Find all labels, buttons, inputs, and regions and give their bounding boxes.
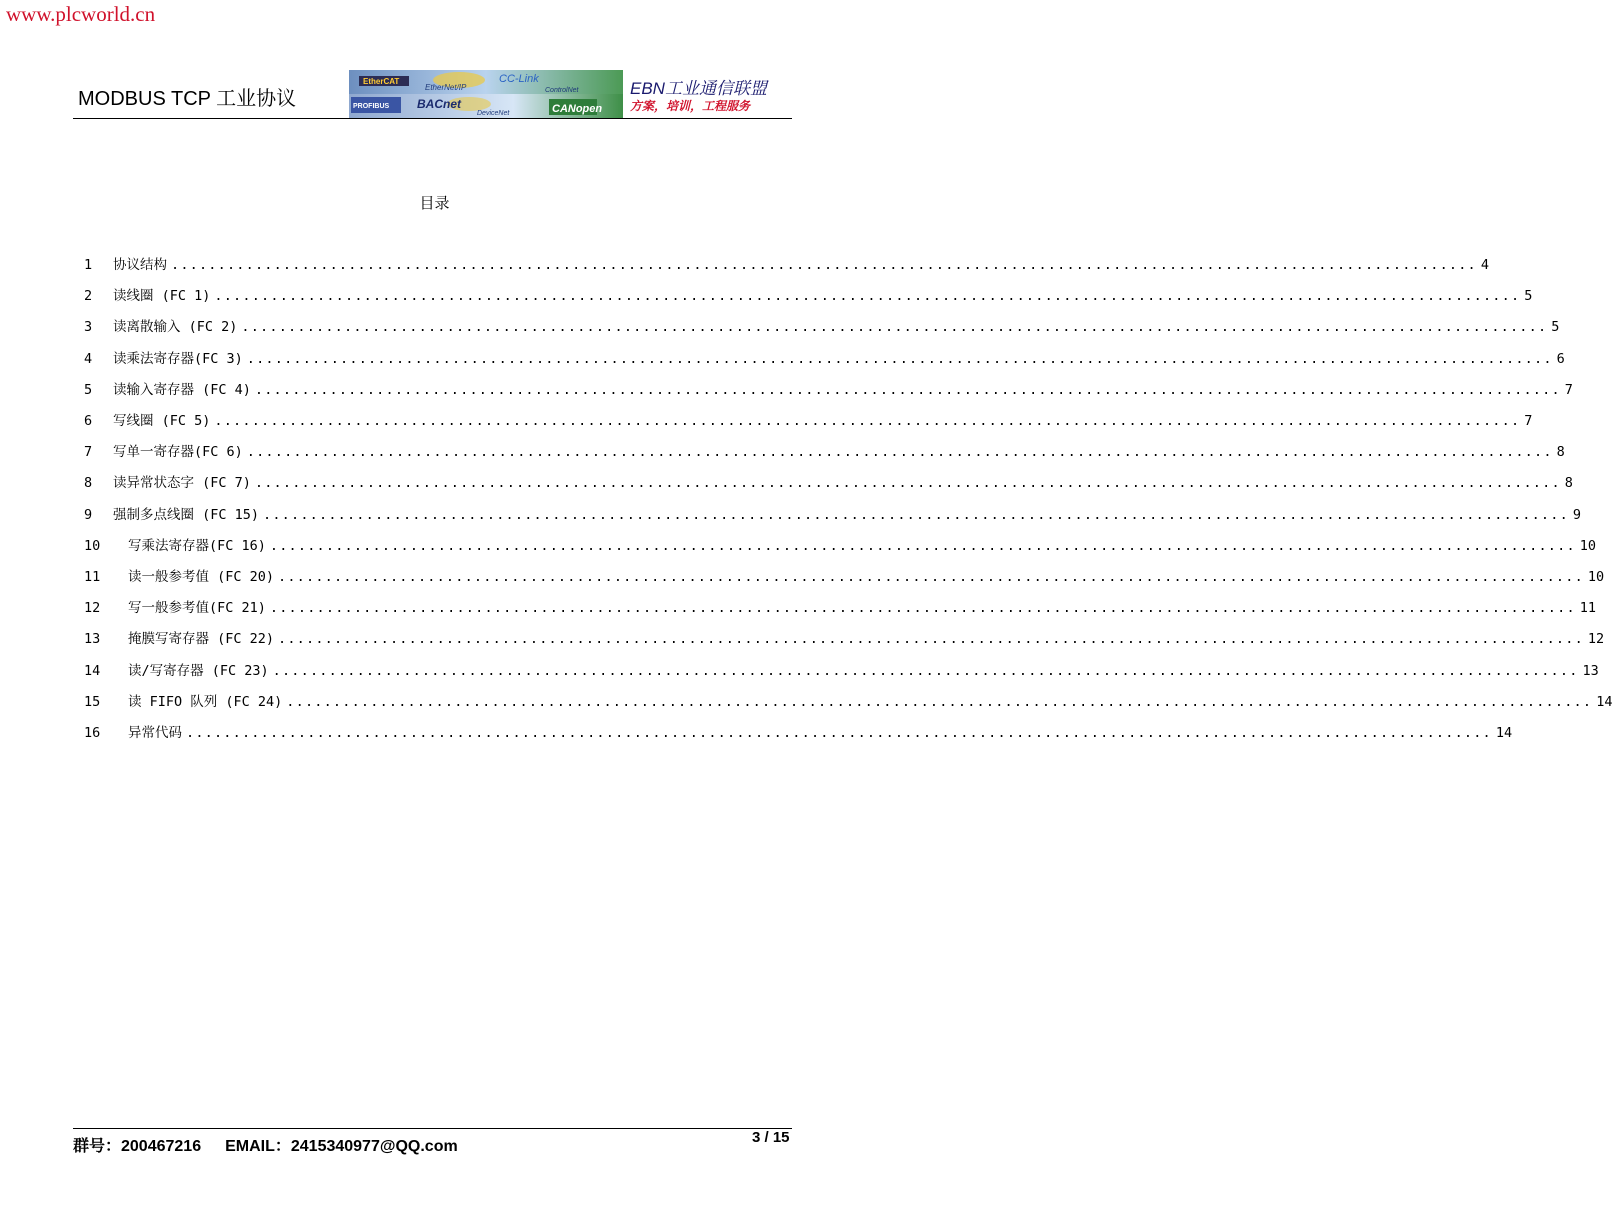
toc-entry[interactable] bbox=[84, 380, 1573, 400]
toc-dot-leader: ............................................................................................................................................ bbox=[263, 506, 1569, 523]
toc-dot-leader: ............................................................................................................................................ bbox=[254, 381, 1561, 398]
toc-dot-leader: ............................................................................................................................................ bbox=[186, 725, 1492, 741]
toc-entry-page: 5 bbox=[1551, 319, 1560, 336]
toc-dot-leader: ............................................................................................................................................ bbox=[241, 319, 1548, 336]
devicenet-logo-text: DeviceNet bbox=[477, 110, 510, 117]
toc-entry-title: 读输入寄存器 (FC 4) bbox=[113, 381, 251, 398]
toc-entry-title: 掩膜写寄存器 (FC 22) bbox=[128, 631, 275, 648]
toc-entry-page: 14 bbox=[1495, 725, 1513, 741]
toc-entry-number: 16 bbox=[84, 725, 101, 741]
toc-dot-leader: ............................................................................................................................................ bbox=[269, 537, 1576, 554]
ethercat-logo-text: EtherCAT bbox=[363, 77, 400, 86]
footer-group-number: 群号：200467216 bbox=[73, 1138, 202, 1155]
toc-entry-page: 7 bbox=[1564, 381, 1573, 398]
toc-entry-title: 读 FIFO 队列 (FC 24) bbox=[128, 693, 283, 710]
toc-dot-leader: ............................................................................................................................................ bbox=[246, 350, 1553, 367]
toc-entry[interactable] bbox=[84, 286, 1533, 306]
footer-email: EMAIL：2415340977@QQ.com bbox=[225, 1138, 458, 1155]
toc-entry-page: 11 bbox=[1579, 600, 1597, 617]
toc-entry-number: 8 bbox=[84, 475, 93, 492]
toc-entry-page: 10 bbox=[1587, 569, 1605, 585]
brand-subtitle: 方案，培训，工程服务 bbox=[630, 99, 751, 113]
fieldbus-logo-banner bbox=[349, 70, 623, 118]
toc-entry-title: 读一般参考值 (FC 20) bbox=[128, 569, 275, 585]
toc-entry-number: 2 bbox=[84, 288, 93, 305]
toc-entry-page: 14 bbox=[1596, 693, 1612, 710]
toc-entry-title: 写一般参考值(FC 21) bbox=[128, 600, 266, 617]
header-divider bbox=[73, 118, 792, 119]
toc-entry[interactable] bbox=[84, 661, 1599, 681]
toc-entry-page: 7 bbox=[1524, 413, 1533, 429]
page-indicator: 3 / 15 bbox=[752, 1129, 790, 1146]
ethernetip-logo-text: EtherNet/IP bbox=[425, 83, 467, 92]
toc-entry[interactable] bbox=[84, 255, 1490, 275]
toc-entry-page: 10 bbox=[1579, 537, 1597, 554]
toc-entry-number: 3 bbox=[84, 319, 93, 336]
cclink-logo-text: CC-Link bbox=[499, 73, 539, 85]
toc-entry-title: 读离散输入 (FC 2) bbox=[113, 319, 238, 336]
toc-entry[interactable] bbox=[84, 598, 1597, 618]
toc-entry-page: 13 bbox=[1582, 662, 1599, 679]
toc-entry[interactable] bbox=[84, 629, 1605, 649]
toc-entry-title: 读线圈 (FC 1) bbox=[113, 288, 211, 305]
toc-dot-leader: ............................................................................................................................................ bbox=[214, 288, 1521, 305]
profibus-logo-text: PROFIBUS bbox=[353, 103, 390, 110]
toc-entry-number: 14 bbox=[84, 662, 101, 679]
toc-entry-number: 12 bbox=[84, 600, 101, 617]
toc-entry-title: 写线圈 (FC 5) bbox=[113, 413, 211, 429]
toc-entry[interactable] bbox=[84, 567, 1605, 587]
toc-entry-title: 异常代码 bbox=[128, 725, 182, 741]
toc-entry-number: 10 bbox=[84, 537, 101, 554]
toc-entry-page: 4 bbox=[1480, 257, 1490, 273]
toc-dot-leader: ............................................................................................................................................ bbox=[171, 257, 1477, 273]
toc-entry-number: 9 bbox=[84, 506, 93, 523]
toc-entry[interactable] bbox=[84, 442, 1565, 462]
toc-dot-leader: ............................................................................................................................................ bbox=[269, 600, 1576, 617]
toc-entry[interactable] bbox=[84, 473, 1573, 493]
toc-entry-title: 读异常状态字 (FC 7) bbox=[113, 475, 251, 492]
toc-entry-number: 4 bbox=[84, 350, 93, 367]
toc-entry-number: 13 bbox=[84, 631, 101, 648]
toc-dot-leader: ............................................................................................................................................ bbox=[278, 631, 1584, 648]
footer-divider bbox=[73, 1128, 792, 1129]
toc-dot-leader: ............................................................................................................................................ bbox=[272, 662, 1579, 679]
toc-entry-title: 读乘法寄存器(FC 3) bbox=[113, 350, 243, 367]
bacnet-logo-text: BACnet bbox=[417, 97, 461, 111]
document-title: MODBUS TCP 工业协议 bbox=[78, 88, 297, 110]
toc-entry-page: 12 bbox=[1587, 631, 1605, 648]
toc-dot-leader: ............................................................................................................................................ bbox=[286, 693, 1593, 710]
toc-entry-title: 强制多点线圈 (FC 15) bbox=[113, 506, 260, 523]
toc-entry-title: 写单一寄存器(FC 6) bbox=[113, 444, 243, 461]
footer-contact bbox=[73, 1133, 458, 1156]
toc-entry[interactable] bbox=[84, 723, 1513, 743]
toc-entry-title: 读/写寄存器 (FC 23) bbox=[128, 662, 269, 679]
toc-entry-number: 6 bbox=[84, 413, 93, 429]
toc-dot-leader: ............................................................................................................................................ bbox=[278, 569, 1584, 585]
toc-entry-title: 协议结构 bbox=[113, 257, 167, 273]
toc-entry[interactable] bbox=[84, 692, 1612, 712]
toc-entry[interactable] bbox=[84, 536, 1597, 556]
toc-dot-leader: ............................................................................................................................................ bbox=[254, 475, 1561, 492]
site-watermark: www.plcworld.cn bbox=[6, 2, 156, 26]
toc-entry[interactable] bbox=[84, 411, 1533, 431]
toc-dot-leader: ............................................................................................................................................ bbox=[246, 444, 1553, 461]
toc-entry[interactable] bbox=[84, 317, 1560, 337]
toc-heading: 目录 bbox=[419, 194, 450, 212]
toc-entry-page: 8 bbox=[1564, 475, 1573, 492]
toc-entry-number: 15 bbox=[84, 693, 101, 710]
toc-entry-page: 6 bbox=[1556, 350, 1565, 367]
toc-entry-page: 9 bbox=[1572, 506, 1582, 523]
toc-entry-number: 5 bbox=[84, 381, 93, 398]
toc-dot-leader: ............................................................................................................................................ bbox=[214, 413, 1521, 429]
toc-entry[interactable] bbox=[84, 505, 1582, 525]
toc-entry[interactable] bbox=[84, 349, 1565, 369]
toc-entry-page: 8 bbox=[1556, 444, 1565, 461]
toc-entry-number: 11 bbox=[84, 569, 101, 585]
toc-entry-number: 7 bbox=[84, 444, 93, 461]
toc-entry-page: 5 bbox=[1524, 288, 1533, 305]
controlnet-logo-text: ControlNet bbox=[545, 87, 579, 94]
toc-entry-title: 写乘法寄存器(FC 16) bbox=[128, 537, 266, 554]
canopen-logo-text: CANopen bbox=[552, 103, 603, 115]
brand-title: EBN工业通信联盟 bbox=[630, 79, 767, 98]
toc-entry-number: 1 bbox=[84, 257, 93, 273]
